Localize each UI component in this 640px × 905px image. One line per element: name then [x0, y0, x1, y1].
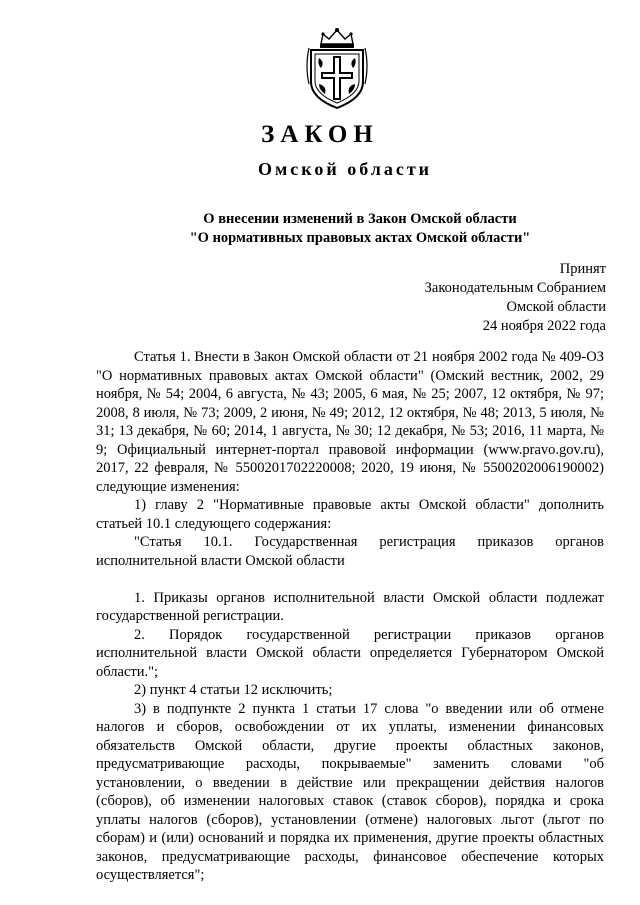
adopted-label: Принят	[559, 261, 606, 277]
adoption-block	[306, 260, 606, 336]
article-1-paragraph: Статья 1. Внести в Закон Омской области от 21 ноября 2002 года № 409-ОЗ "О нормативных правовых актах Омской области" (Омский вестник, 2002, 29 ноября, № 54; 2004, 6 августа, № 43; 2005, 6 мая, № 25; 2007, 12 октября, № 97; 2008, 8 июля, № 73; 2009, 2 июня, № 49; 2012, 12 октября, № 48; 2013, 5 июля, № 31; 13 декабря, № 60; 2014, 1 августа, № 30; 12 декабря, № 53; 2016, 11 марта, № 9; Официальный интернет-портал правовой информации (www.pravo.gov.ru), 2017, 22 февраля, № 5500201702220008; 2020, 19 июня, № 5500202006190002) следующие изменения:	[96, 349, 604, 495]
amendment-3: 3) в подпункте 2 пункта 1 статьи 17 слова "о введении или об отмене налогов и сборов, освобождении от их уплаты, изменении финансовых обязательств Омской области, другие проекты областных законов, предусматривающие расходы, покрываемые" заменить словами "об установлении, о введении в действие или прекращении действия налогов (сборов), об изменении налоговых ставок (ставок сборов), порядка и срока уплаты налогов (сборов), установлении (отмене) налоговых льгот (льгот по сборам) и (или) оснований и порядка их применения, другие проекты областных законов, предусматривающие расходы, финансовое обеспечение которых осуществляется";	[96, 700, 604, 883]
region-subtitle: Омской области	[257, 159, 433, 179]
document-heading	[96, 210, 624, 248]
law-body	[96, 348, 604, 885]
blank-line	[96, 570, 604, 589]
heading-line: О внесении изменений в Закон Омской области	[203, 211, 517, 227]
clause-1: 1. Приказы органов исполнительной власти Омской области подлежат государственной регистрации.	[96, 589, 604, 624]
adopted-region: Омской области	[506, 299, 606, 315]
amendment-1: 1) главу 2 "Нормативные правовые акты Омской области" дополнить статьей 10.1 следующего содержания:	[96, 497, 604, 532]
adopted-date: 24 ноября 2022 года	[482, 318, 606, 334]
law-title: ЗАКОН	[261, 121, 379, 148]
adopted-body: Законодательным Собранием	[424, 280, 606, 296]
heading-line: "О нормативных правовых актах Омской области"	[189, 230, 531, 246]
clause-2: 2. Порядок государственной регистрации приказов органов исполнительной власти Омской области определяется Губернатором Омской области.";	[96, 626, 604, 680]
article-10-1-heading: "Статья 10.1. Государственная регистрация приказов органов исполнительной власти Омской области	[96, 534, 604, 569]
coat-of-arms-emblem	[301, 26, 373, 110]
amendment-2: 2) пункт 4 статьи 12 исключить;	[134, 682, 333, 698]
